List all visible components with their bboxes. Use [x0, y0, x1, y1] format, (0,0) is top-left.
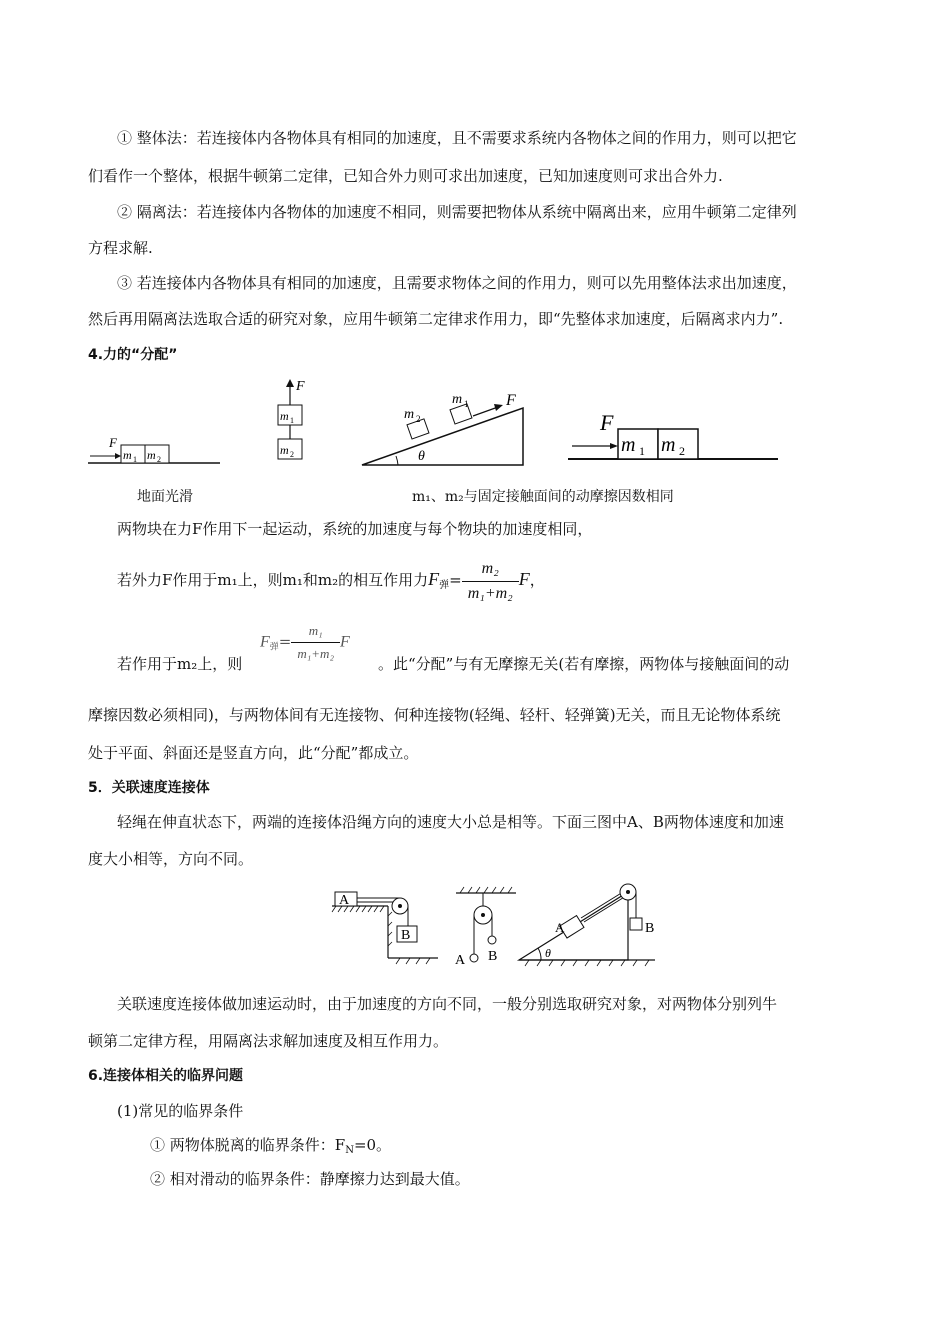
section-6-item2: ② 相对滑动的临界条件：静摩擦力达到最大值。: [150, 1170, 470, 1188]
svg-text:F: F: [600, 410, 614, 435]
svg-text:1: 1: [133, 455, 137, 464]
figure-label-same-friction: m₁、m₂与固定接触面间的动摩擦因数相同: [412, 489, 674, 505]
svg-text:1: 1: [464, 399, 469, 409]
svg-text:2: 2: [416, 414, 421, 424]
figure-label-smooth-ground: 地面光滑: [137, 489, 193, 505]
svg-text:F: F: [109, 435, 117, 450]
svg-text:2: 2: [157, 455, 161, 464]
svg-text:1: 1: [639, 444, 645, 458]
svg-text:A: A: [555, 920, 565, 935]
svg-text:m: m: [123, 448, 132, 462]
svg-text:θ: θ: [545, 946, 551, 960]
svg-text:A: A: [455, 953, 466, 968]
formula-b-lhs: F: [260, 633, 270, 651]
section-6-item1: [150, 1135, 391, 1161]
formula-denominator-b: m₁+m₂: [297, 646, 334, 661]
section-6-item1-text: ① 两物体脱离的临界条件：F: [150, 1136, 346, 1154]
section-6-item1-tail: =0。: [353, 1136, 392, 1154]
svg-text:2: 2: [290, 450, 294, 459]
formula-b-lhs-sub: 弹: [269, 642, 279, 653]
paragraph-isolation-line1: ② 隔离法：若连接体内各物体的加速度不相同，则需要把物体从系统中隔离出来，应用牛顿第二定律列: [117, 203, 797, 221]
figure-incline-blocks: [358, 380, 533, 470]
formula-b-eq: =: [278, 632, 292, 651]
formula-block-b: [260, 622, 350, 663]
svg-text:B: B: [488, 949, 498, 964]
svg-text:B: B: [645, 921, 655, 936]
svg-text:θ: θ: [418, 449, 425, 464]
section-5-line4: 顿第二定律方程，用隔离法求解加速度及相互作用力。: [88, 1032, 449, 1050]
formula-lhs: F: [428, 569, 440, 589]
svg-text:m: m: [452, 392, 463, 407]
formula-denominator-a: m₁+m₂: [467, 584, 513, 602]
section-4-heading: 4.力的“分配”: [88, 347, 178, 363]
paragraph-combined-line1: ③ 若连接体内各物体具有相同的加速度，且需要求物体之间的作用力，则可以先用整体法求出加速度，: [117, 274, 797, 292]
formula-fraction-a: [462, 559, 519, 604]
figure-horizontal-blocks-large: [566, 408, 781, 464]
formula-lhs-sub: 弹: [439, 580, 450, 591]
figure-pulley-table: [330, 888, 440, 966]
section-4-line5: 处于平面、斜面还是竖直方向，此“分配”都成立。: [88, 744, 419, 762]
section-4-line1: 两物块在力F作用下一起运动，系统的加速度与每个物块的加速度相同，: [117, 520, 593, 538]
section-4-line4: 摩擦因数必须相同)，与两物体间有无连接物、何种连接物(轻绳、轻杆、轻弹簧)无关，而且无论物体系统: [88, 706, 781, 724]
figure-vertical-blocks: [270, 375, 320, 465]
paragraph-whole-method-line1: ① 整体法：若连接体内各物体具有相同的加速度，且不需要求系统内各物体之间的作用力，则可以把它: [117, 129, 797, 147]
section-5-line3: 关联速度连接体做加速运动时，由于加速度的方向不同，一般分别选取研究对象，对两物体分别列牛: [117, 995, 778, 1013]
section-4-line2-suffix: ，: [529, 571, 545, 589]
paragraph-whole-method-line2: 们看作一个整体，根据牛顿第二定律，已知合外力则可求出加速度，已知加速度则可求出合外力.: [88, 167, 723, 185]
section-4-line3-suffix: 。此“分配”与有无摩擦无关(若有摩擦，两物体与接触面间的动: [378, 655, 790, 673]
figure-pulley-ceiling: [452, 885, 522, 967]
figure-horizontal-blocks: [88, 425, 223, 470]
figure-pulley-incline: [515, 880, 665, 966]
formula-numerator-b: m₁: [291, 622, 340, 643]
section-6-item1-sub: N: [345, 1145, 354, 1156]
formula-b-tail: F: [339, 633, 350, 651]
formula-eq: =: [449, 571, 462, 589]
section-4-line3-prefix: 若作用于m₂上，则: [117, 655, 243, 673]
paragraph-isolation-line2: 方程求解.: [88, 239, 153, 257]
formula-fraction-b: [291, 622, 340, 663]
svg-text:A: A: [339, 893, 350, 908]
svg-text:1: 1: [290, 416, 294, 425]
svg-text:m: m: [280, 409, 289, 423]
formula-numerator-a: m₂: [462, 559, 519, 582]
svg-text:F: F: [296, 379, 305, 394]
section-4-line2: [117, 557, 545, 607]
section-5-line2: 度大小相等，方向不同。: [88, 850, 254, 868]
section-6-heading: 6.连接体相关的临界问题: [88, 1068, 244, 1084]
svg-text:F: F: [506, 392, 516, 409]
svg-text:m: m: [147, 448, 156, 462]
section-5-heading: 5．关联速度连接体: [88, 780, 210, 796]
formula-tail-a: F: [518, 569, 530, 589]
section-6-subheading: (1)常见的临界条件: [117, 1102, 244, 1120]
svg-text:m: m: [280, 443, 289, 457]
section-5-line1: 轻绳在伸直状态下，两端的连接体沿绳方向的速度大小总是相等。下面三图中A、B两物体速度和加速: [117, 813, 784, 831]
svg-text:m: m: [621, 434, 636, 456]
paragraph-combined-line2: 然后再用隔离法选取合适的研究对象，应用牛顿第二定律求作用力，即“先整体求加速度，后隔离求内力”.: [88, 310, 784, 328]
section-4-line2-prefix: 若外力F作用于m₁上，则m₁和m₂的相互作用力: [117, 571, 429, 589]
svg-text:2: 2: [679, 444, 685, 458]
svg-text:m: m: [661, 434, 676, 456]
svg-text:m: m: [404, 407, 415, 422]
svg-text:B: B: [401, 928, 411, 943]
